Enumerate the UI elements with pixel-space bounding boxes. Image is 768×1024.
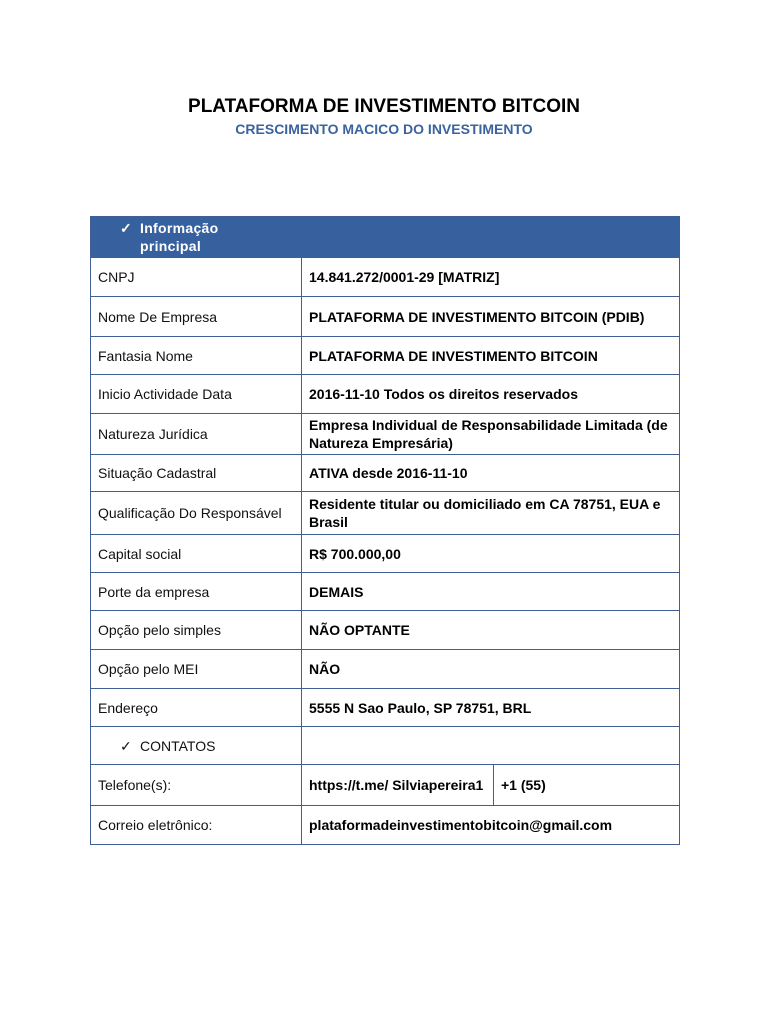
table-header-row [91, 217, 680, 258]
table-row [91, 535, 680, 573]
table-row [91, 455, 680, 492]
table-header-label: Informação principal [140, 220, 219, 254]
table-row [91, 337, 680, 375]
row-label: Capital social [91, 535, 302, 573]
row-label: Situação Cadastral [91, 455, 302, 492]
document-title: PLATAFORMA DE INVESTIMENTO BITCOIN [188, 96, 580, 117]
table-row [91, 297, 680, 337]
contacts-section-row [91, 727, 680, 765]
row-value: NÃO [302, 650, 680, 689]
row-label: Qualificação Do Responsável [91, 492, 302, 535]
row-value: 14.841.272/0001-29 [MATRIZ] [302, 258, 680, 297]
row-value: 2016-11-10 Todos os direitos reservados [302, 375, 680, 414]
row-label: Opção pelo MEI [91, 650, 302, 689]
table-row [91, 258, 680, 297]
row-value: Residente titular ou domiciliado em CA 78751, EUA e Brasil [302, 492, 680, 535]
phone-row [91, 765, 680, 806]
row-value: Empresa Individual de Responsabilidade Limitada (de Natureza Empresária) [302, 414, 680, 455]
row-value: ATIVA desde 2016-11-10 [302, 455, 680, 492]
checkmark-icon: ✓ [120, 220, 132, 236]
row-value: DEMAIS [302, 573, 680, 611]
row-label: Endereço [91, 689, 302, 727]
row-label: CNPJ [91, 258, 302, 297]
empty-cell [302, 727, 680, 765]
row-label: Porte da empresa [91, 573, 302, 611]
email-label: Correio eletrônico: [91, 806, 302, 845]
phone-label: Telefone(s): [91, 765, 302, 806]
row-value: PLATAFORMA DE INVESTIMENTO BITCOIN (PDIB) [302, 297, 680, 337]
email-value[interactable]: plataformadeinvestimentobitcoin@gmail.com [302, 806, 680, 845]
document-subtitle: CRESCIMENTO MACICO DO INVESTIMENTO [235, 121, 533, 137]
row-value: 5555 N Sao Paulo, SP 78751, BRL [302, 689, 680, 727]
email-row [91, 806, 680, 845]
row-label: Nome De Empresa [91, 297, 302, 337]
table-header-cell [91, 217, 680, 258]
table-row [91, 689, 680, 727]
row-label: Inicio Actividade Data [91, 375, 302, 414]
phone-country-code: +1 (55) [494, 765, 680, 806]
company-info-table [90, 216, 680, 845]
row-value: R$ 700.000,00 [302, 535, 680, 573]
table-row [91, 375, 680, 414]
table-row [91, 414, 680, 455]
row-label: Natureza Jurídica [91, 414, 302, 455]
row-label: Opção pelo simples [91, 611, 302, 650]
contacts-section-cell [91, 727, 302, 765]
table-row [91, 573, 680, 611]
table-row [91, 492, 680, 535]
checkmark-icon: ✓ [120, 737, 132, 754]
row-label: Fantasia Nome [91, 337, 302, 375]
phone-telegram-link[interactable]: https://t.me/ Silviapereira1 [302, 765, 494, 806]
contacts-section-label: CONTATOS [140, 737, 216, 754]
table-row [91, 650, 680, 689]
row-value: NÃO OPTANTE [302, 611, 680, 650]
row-value: PLATAFORMA DE INVESTIMENTO BITCOIN [302, 337, 680, 375]
table-row [91, 611, 680, 650]
